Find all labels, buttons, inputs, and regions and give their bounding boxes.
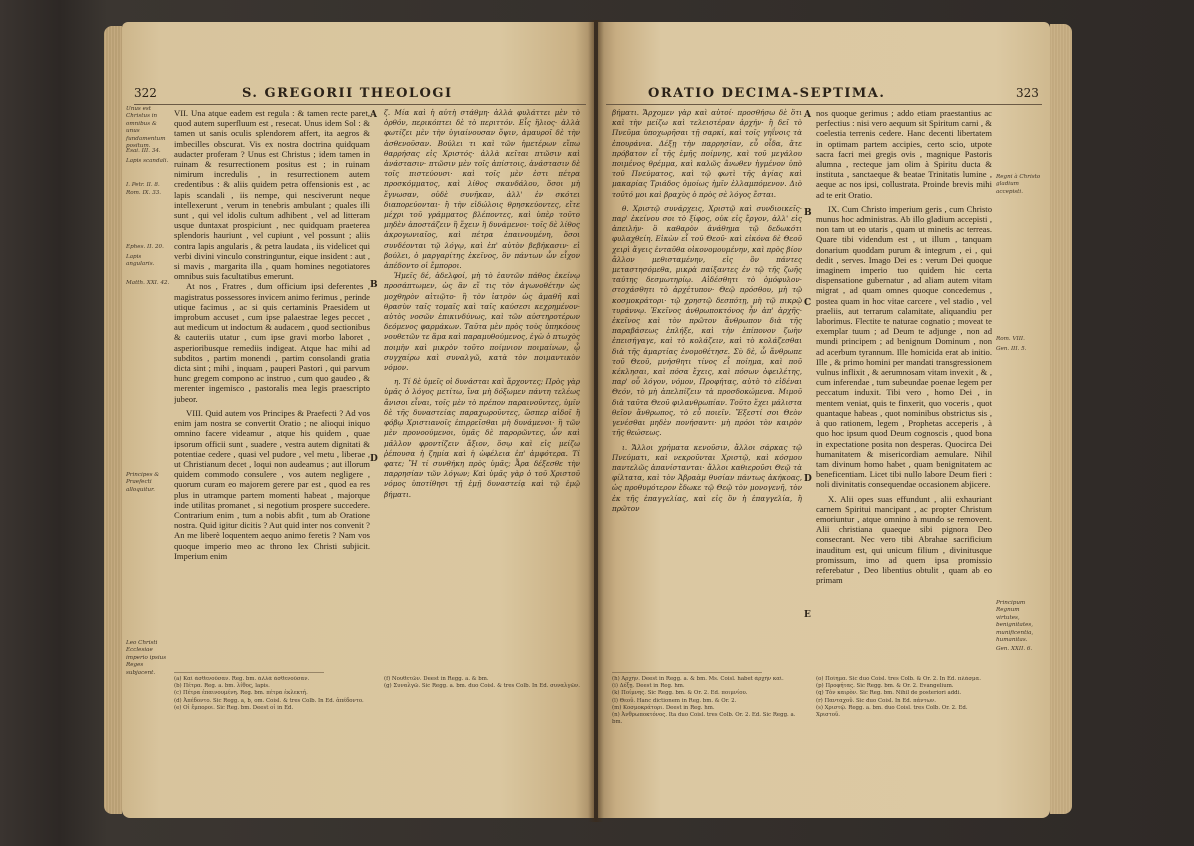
section-letter-d-right: D <box>804 474 812 484</box>
margin-note: Lapis scandali. <box>126 158 169 164</box>
header-rule-right <box>606 104 1042 105</box>
latin-paragraph: nos quoque gerimus ; addo etiam praestantius ac perfectius : nisi vero aequum sit Spiritum carni , & coelestia terrenis cedere. Hanc decenti libertatem in optimam partem accipies, certo scio, utpote sacra facri mei gregis ovis , magnique Pastoris alumna , recteque jam olim à Spiritu ducta & instituta , sanctaeque & beatae Trinitatis lumine , aeque ac nos ipsi, collustrata. Proinde brevis mihi ad te erit Oratio. <box>816 108 992 200</box>
greek-column-right <box>612 108 802 668</box>
greek-paragraph: Ἡμεῖς δέ, ἀδελφοί, μὴ τὸ ἑαυτῶν πάθος ἐκείνῳ προσάπτωμεν, ὡς ἂν εἴ τις τὸν ἀγωνοθέτην ὡς μοχθηρὸν αἰτιῷτο· ἢ τὸν ἰατρὸν ὡς ἀμαθῆ καὶ θρασὺν ταῖς τομαῖς καὶ ταῖς καύσεσι κεχρημένον· αὐτὸς νοσῶν ἐπικινδύνως, καὶ τῶν αὐστηροτέρων δεόμενος φαρμάκων. Ταῦτα μὲν πρὸς τοὺς ὑπηκόους νουθετῶν τε ἅμα καὶ παραμυθούμενος, ἐγὼ ὁ πτωχὸς ποιμὴν καὶ μικρὸν τοῦτο ποίμνιον ποιμαίνων, ᾧ συγχαίρω καὶ συναλγῶ, κατὰ τὸν ποιμαντικὸν νόμον. <box>384 271 580 373</box>
footnotes-right-col2 <box>816 676 992 746</box>
page-number-right: 323 <box>1016 86 1039 100</box>
footnotes-right-col1 <box>612 676 802 746</box>
latin-paragraph: X. Alii opes suas effundunt , alii exhauriant carnem Spiritui mancipant , ac propter Christum emoriuntur , atque omnino à mundo se removent. Alii christiana quaeque sibi pignora Deo consecrant. Nec vero tibi Abrahae sacrificium inauditum est, qui unicum filium , divinitusque promissum, imo ad quem ipsa promissio referebatur , Deo libentius obtulit , quam ab eo primam <box>816 493 992 586</box>
margin-note: Lapis angularis. <box>126 254 155 268</box>
margin-note: I. Petr. II. 8. <box>126 182 160 188</box>
header-rule-left <box>134 104 586 105</box>
footnote: (r) Πανταχοῦ. Sic duo Coisl. In Ed. πάντων. <box>816 697 936 704</box>
section-letter-b-right: B <box>804 208 812 218</box>
page-number-left: 322 <box>134 86 157 100</box>
latin-paragraph: VII. Una atque eadem est regula : & tamen recte paret, quod autem superfluum est , resecat. Unus idem Sol : & tamen ut sanis oculis splendorem affert, ita aegros & imbecilles obscurat. Vis ex nostra doctrina quidquam audacter proferam ? Unus est Christus ; idem tamen in ruinam & resurrectionem positus est ; in ruinam nimirum incredulis , in resurrectionem autem credentibus : & aliis quidem petra offensionis est , ac lapis scandali , iis nempe, qui nesciverunt neque intellexerunt , verum in tenebris ambulant ; quales illi sunt , qui vel idolis cultum adhibent , vel ad litteram usque duntaxat prospiciunt , nec quidquam praeterea splendoris hauriunt , vel cupiunt , vel possunt ; aliis contra lapis angularis , & petra laudata , iis videlicet qui verbi divini vinculo constringuntur, eique insident : aut , si mavis , margarita illa , quam homines negotiatores omnibus suis facultatibus emerunt. <box>174 108 370 282</box>
footnote: (m) Κοσμοκράτορι. Deest in Reg. hm. <box>612 704 715 711</box>
running-head-left: S. GREGORII THEOLOGI <box>242 86 453 101</box>
margin-note: Principes & Praefecti alloquitur. <box>126 472 160 493</box>
greek-paragraph: ι. Ἄλλοι χρήματα κενοῦσιν, ἄλλοι σάρκας τῷ Πνεύματι, καὶ νεκροῦνται Χριστῷ, καὶ κόσμου παντελῶς ἀπανίστανται· ἄλλοι καθιεροῦσι Θεῷ τὰ φίλτατα, καὶ τὸν Ἀβραὰμ θυσίαν πάντως ἀκήκοας, ὡς προθυμότερον ἔδωκε τῷ Θεῷ τὸν μονογενῆ, τὸν ἐκ τῆς ἐπαγγελίας, καὶ εἰς ὃν ἡ ἐπαγγελία, ἢ πρῶτον <box>612 442 802 513</box>
margin-note: Leo Christi Ecclesiae imperio ipsius Reges subjacent. <box>126 640 167 676</box>
book-gutter <box>588 20 604 822</box>
running-head-right: ORATIO DECIMA-SEPTIMA. <box>648 86 886 101</box>
margin-note: Matth. XXI. 42. <box>126 280 170 286</box>
footnote-rule-right <box>612 672 762 673</box>
margin-note: Rom. VIII. <box>996 336 1025 342</box>
footnote: (f) Νουθετῶν. Deest in Regg. a. & bm. <box>384 676 489 682</box>
section-letter-c-right: C <box>804 298 812 308</box>
latin-column-left <box>174 108 370 668</box>
latin-paragraph: VIII. Quid autem vos Principes & Praefecti ? Ad vos enim jam nostra se convertit Oratio ; ne alioqui iniquo omnino facere videamur , atque his quidem , quae ipsorum officii sunt , suadere , vestra autem dignitati & potentiae cedere , quasi vel pudore , vel metu , liberae , ut Christianum decet , loqui non audeamus ; aut illorum quidem commodo consulere , vos autem negligere , quorum curam eo majorem gerere par est , quod ea res plus in utramque partem momenti habeat , majorque inde utilitas promanet , si negotium prospere succedere. Contrarium enim , tum a nobis abfit , tum ab Oratione nostra. Quid igitur dicitis ? Aut quid inter nos convenit ? An me liberè loquentem aequo animo feretis ? Nam vos quoque imperio meo ac throno lex Christi subjicit. Imperium enim <box>174 407 370 561</box>
section-letter-e-right: E <box>804 610 811 620</box>
footnote: (e) Οἱ ἔμποροι. Sic Reg. bm. Deest οἱ in Ed. <box>174 704 294 711</box>
section-letter-d: D <box>370 454 378 464</box>
section-letter-a: A <box>370 110 377 120</box>
section-letter-b: B <box>370 280 378 290</box>
margin-note: Esai. III. 34. <box>126 148 161 154</box>
latin-column-right <box>816 108 992 668</box>
latin-paragraph: IX. Cum Christo imperium geris , cum Christo munus hoc administras. Ab illo gladium accepisti , non tam ut eo utaris , quam ut minetis ac terreas. Quare tibi videndum est , ut illum , tanquam donarium quoddam purum & integrum , ei , qui dedit , serves. Imago Dei es : verum Dei quoque imaginem imperio tuo quidem hic certa dispensatione gubernatur , ad aliam autem vitam migrat , ad quam omnes quoque concedemus , postea quam in hoc vitae carcere , vel stadio , vel praeliis, aut terrarum calamitate, aliquandiu per laborimus. Flectite te naturae cognatio ; moveat te exemplar tuum ; ad Deum te adjunge , non ad mundi principem ; ad benignum Dominum , non ad acerbum tyrannum. Ille homicida erat ab initio. Ille , & primo homini per mandati transgressionem vulnus inflixit , & aerumnosam vitam invexit , & , cum inferendae , tum subeundae poenae legem per peccatum induxit. Tibi vero , homo Dei , in mentem veniat, quis te finxerit, quo voceris , quot quantaque habeas , quot nominibus obstrictus sis , à quo rationem, legem , Prophetas acceperis , à quo hoc ipsum quod Deum cognoscis , quod bona in expectatione posita non desperas. Quocirca Dei humanitatem & misericordiam aemulare. Nihil tam divinum homo habet , quam benignitatem ac beneficentiam. Licet tibi nullo labore Deum fieri : noli divinitatis consequendae occasionem abjicere. <box>816 203 992 490</box>
footnote: (g) Συναλγῶ. Sic Regg. a. bm. duo Coisl. & tres Colb. In Ed. συναλγῶν. <box>384 683 580 690</box>
greek-column-left <box>384 108 580 668</box>
footnote: (p) Προφήτας. Sic Regg. bm. & Or. 2. Evangelium. <box>816 683 954 690</box>
footnote: (c) Πέτρα ἐπαινουμένη. Reg. bm. πέτρα ἐκλεκτή. <box>174 690 308 697</box>
right-page <box>598 22 1050 818</box>
footnote: (b) Πέτρα. Reg. a. bm. λίθος, lapis. <box>174 683 270 690</box>
margin-note: Gen. XXII. 6. <box>996 646 1033 652</box>
footnote: (h) Ἀρχήν. Deest in Regg. a. & bm. Ms. Coisl. habet ἀρχὴν καὶ. <box>612 676 784 682</box>
footnote: (a) Καὶ ἀσθενοῦσαν. Reg. bm. ἀλλὰ ἀσθενοῦσαν. <box>174 676 310 682</box>
footnote: (q) Τὸν καιρὸν. Sic Reg. bm. Nihil de posteriori addi. <box>816 690 962 697</box>
greek-paragraph: η. Τί δὲ ὑμεῖς οἱ δυνάσται καὶ ἄρχοντες; Πρὸς γὰρ ὑμᾶς ὁ λόγος μετίτω, ἵνα μὴ δόξωμεν πάντη τελέως ἄνισοι εἶναι, τοῖς μὲν τὸ πρέπον παραινοῦντες, ὑμῖν δὲ τῆς δυναστείας παραχωροῦντες, ὥσπερ αἰδοῖ ἢ φόβῳ Χριστιανοῖς ἐπιρρεῖσθαι μὴ δυνάμενοι· ἢ τῶν μὲν προνοούμενοι, ὑμᾶς δὲ παρορῶντες, ὧν καὶ μᾶλλον φροντίζειν ἄξιον, ὅσῳ καὶ εἰς μείζω ῥέπουσα ἡ ζημία καὶ ἡ ὠφέλεια ἐπ' ἀμφότερα. Τί φατε; Ἢ τί συνθήκη πρὸς ὑμᾶς; Ἆρα δέξεσθε τὴν παρρησίαν τῶν λόγων; Καὶ ὑμᾶς γὰρ ὁ τοῦ Χριστοῦ νόμος ὑποτίθησι τῇ ἐμῇ δυναστείᾳ καὶ τῷ ἐμῷ βήματι. <box>384 377 580 499</box>
latin-paragraph: At nos , Fratres , dum officium ipsi deferentes , magistratus possessores invicem animo ferimus , perinde utique facimus , ac si quis certaminis Praesidem ut improbum accuset , cum ipse palaestrae leges peccet , aut medicum ut indoctum & audacem , quod sectionibus & cauteriis utatur , cum ipse gravi morbo laboret , asperioribusque remediis indigeat. Atque hac mihi ad subditos , partim monendi , partim consolandi gratia dicta sint ; mihi , inquam , pauperi Pastori , qui parvum hunc gregem compono ac instruo , cum quo gaudeo , & merenter ingemisco , pastoralis mea legis praescripto jubeor. <box>174 281 370 404</box>
footnote: (l) Θεοῦ. Hanc dictionem in Reg. bm. & Or. 2. <box>612 697 737 704</box>
footnotes-left-col1 <box>174 676 370 746</box>
margin-note: Gen. III. 5. <box>996 346 1027 352</box>
margin-note: Unus est Christus in omnibus & unus fundamentum positum. <box>126 106 166 150</box>
greek-paragraph: θ. Χριστῷ συνάρχεις, Χριστῷ καὶ συνδιοικεῖς· παρ' ἐκείνου σοι τὸ ξίφος, οὐκ εἰς ἔργον, ἀλλ' εἰς ἀπειλήν· ὃ καθαρὸν ἀνάθημα τῷ δεδωκότι φυλαχθείη. Εἰκὼν εἶ τοῦ Θεοῦ· καὶ εἰκόνα δὲ Θεοῦ χειρὶ ἄγεις ἐνταῦθα οἰκονομουμένην, καὶ πρὸς βίον ἄλλον μεθισταμένην, εἰς ὃν πάντες μεταστησόμεθα, μικρὰ παίξαντες ἐν τῷ τῆς ζωῆς ταύτης δεσμωτηρίῳ. Αἰδέσθητι τὸ ὁμόφυλον· στοχάσθητι τὸ ἀρχέτυπον· Θεῷ πρόσθου, μὴ τῷ κοσμοκράτορι· τῷ χρηστῷ δεσπότῃ, μὴ τῷ πικρῷ τυράννῳ. Ἐκεῖνος ἀνθρωποκτόνος ἦν ἀπ' ἀρχῆς· ἐκεῖνος καὶ τὸν πρῶτον ἄνθρωπον διὰ τῆς παραβάσεως ἐπλήξε, καὶ τὴν ἐπίπονον ζωὴν ἐπεισήγαγε, καὶ τὸ κολάζειν, καὶ τὸ κολάζεσθαι διὰ τῆς ἁμαρτίας ἐνομοθέτησε. Σὺ δὲ, ὦ ἄνθρωπε τοῦ Θεοῦ, μνήσθητι τίνος εἶ ποίημα, καὶ ποῦ κέκλησαι, καὶ πόσα ἔχεις, καὶ πόσων ὀφειλέτης, παρ' οὗ λόγον, νόμον, Προφήτας, αὐτὸ τὸ εἰδέναι Θεόν, τὸ μὴ ἀπελπίζειν τὰ προσδοκώμενα. Μιμοῦ διὰ ταῦτα Θεοῦ φιλανθρωπίαν. Τοῦτο ἔχει μάλιστα θεῖον ἄνθρωπος, τὸ εὖ ποιεῖν. Ἔξεστί σοι Θεὸν γενέσθαι μηδὲν πονήσαντι· μὴ πρόοι τὸν καιρὸν τῆς θεώσεως. <box>612 203 802 438</box>
footnote: (n) Ἀνθρωποκτόνος. Ita duo Coisl. tres Colb. Or. 2. Ed. Sic Regg. a. bm. <box>612 712 796 726</box>
margin-note: Ephes. II. 20. <box>126 244 164 250</box>
section-letter-a-right: A <box>804 110 811 120</box>
margin-note: Principum Regnum virtutes, benignitates, munificentia, humanitas. <box>996 600 1034 644</box>
footnote: (d) Ἀπέδοντο. Sic Regg. a, b, om. Coisl. & tres Colb. In Ed. ἀπέδοντο. <box>174 697 364 704</box>
footnote: (k) Ποίμνης. Sic Regg. bm. & Or. 2. Ed. ποιμνίου. <box>612 690 748 697</box>
left-page-edges <box>104 26 122 814</box>
footnote-rule-left <box>174 672 324 673</box>
footnotes-left-col2 <box>384 676 580 746</box>
margin-note: Regni à Christo gladium accepisti. <box>996 174 1041 195</box>
right-page-edges <box>1050 24 1072 814</box>
greek-paragraph: βήματι. Ἄρχομεν γὰρ καὶ αὐτοί· προσθήσω δὲ ὅτι καὶ τὴν μείζω καὶ τελειοτέραν ἀρχήν· ἢ δεῖ τὸ Πνεῦμα ὑποχωρῆσαι τῇ σαρκί, καὶ τοῖς γηΐνοις τὰ ἐπουράνια. Δέξῃ τὴν παρρησίαν, εὖ οἶδα, ἅτε πρόβατον εἶ τῆς ἐμῆς ποίμνης, καὶ τοῦ μεγάλου ποιμένος θρέμμα, καὶ καλῶς ἄνωθεν ἠγμένον ὑπὸ τοῦ Πνεύματος, καὶ τῷ φωτὶ τῆς ἁγίας καὶ μακαρίας Τριάδος ὁμοίως ἡμῖν ἐλλαμπόμενον. Διὸ τοῦτό μοι καὶ βραχὺς ὁ πρὸς σὲ λόγος ἔσται. <box>612 108 802 199</box>
footnote: (s) Χριστῷ. Regg. a. bm. duo Coisl. tres Colb. Or. 2. Ed. Χριστοῦ. <box>816 704 968 719</box>
margin-note: Rom. IX. 33. <box>126 190 162 196</box>
greek-paragraph: ζ. Μία καὶ ἡ αὐτὴ στάθμη· ἀλλὰ φυλάττει μὲν τὸ ὀρθόν, περικόπτει δὲ τὸ περιττόν. Εἷς ἥλιος· ἀλλὰ φωτίζει μὲν τὴν ὑγιαίνουσαν ὄψιν, ἀμαυροῖ δὲ τὴν ἀσθενοῦσαν. Βούλει τι καὶ τῶν ἡμετέρων εἴπω θαρρήσας εἰς Χριστός· ἀλλὰ κεῖται πτῶσιν καὶ ἀνάστασιν· πτῶσιν μὲν τοῖς ἀπίστοις, ἀνάστασιν δὲ τοῖς πιστεύουσι· καὶ τοῖς μὲν ἐστι πέτρα προσκόμματος, καὶ λίθος σκανδάλου, ὅσοι μὴ ἔγνωσαν, οὐδὲ συνῆκαν, ἀλλ' ἐν σκότει διαπορεύονται· ἢ τὴν εἰδώλοις θρησκεύοντες, εἴτε μέχρι τοῦ γράμματος βλέποντες, καὶ ὑπὲρ τοῦτο μηδὲν ἀποστάζειν ἢ ἔχειν ἢ δυνάμενοι· τοῖς δὲ λίθος ἀκρογωνιαῖος, καὶ πέτρα ἐπαινουμένη, ὅσοι συνδέονται τῷ λόγῳ, καὶ ἐπ' αὐτὸν βεβήκασιν· εἰ βούλει, ὁ μαργαρίτης ἐκεῖνος, ὃν πάντων ὧν εἶχον ἀπέδοντο οἱ ἔμποροι. <box>384 108 580 271</box>
footnote: (i) Δέξῃ. Deest in Reg. hm. <box>612 683 685 690</box>
left-page <box>122 22 594 818</box>
footnote: (o) Ποίημα. Sic duo Coisl. tres Colb. & Or. 2. In Ed. πλάσμα. <box>816 676 981 682</box>
